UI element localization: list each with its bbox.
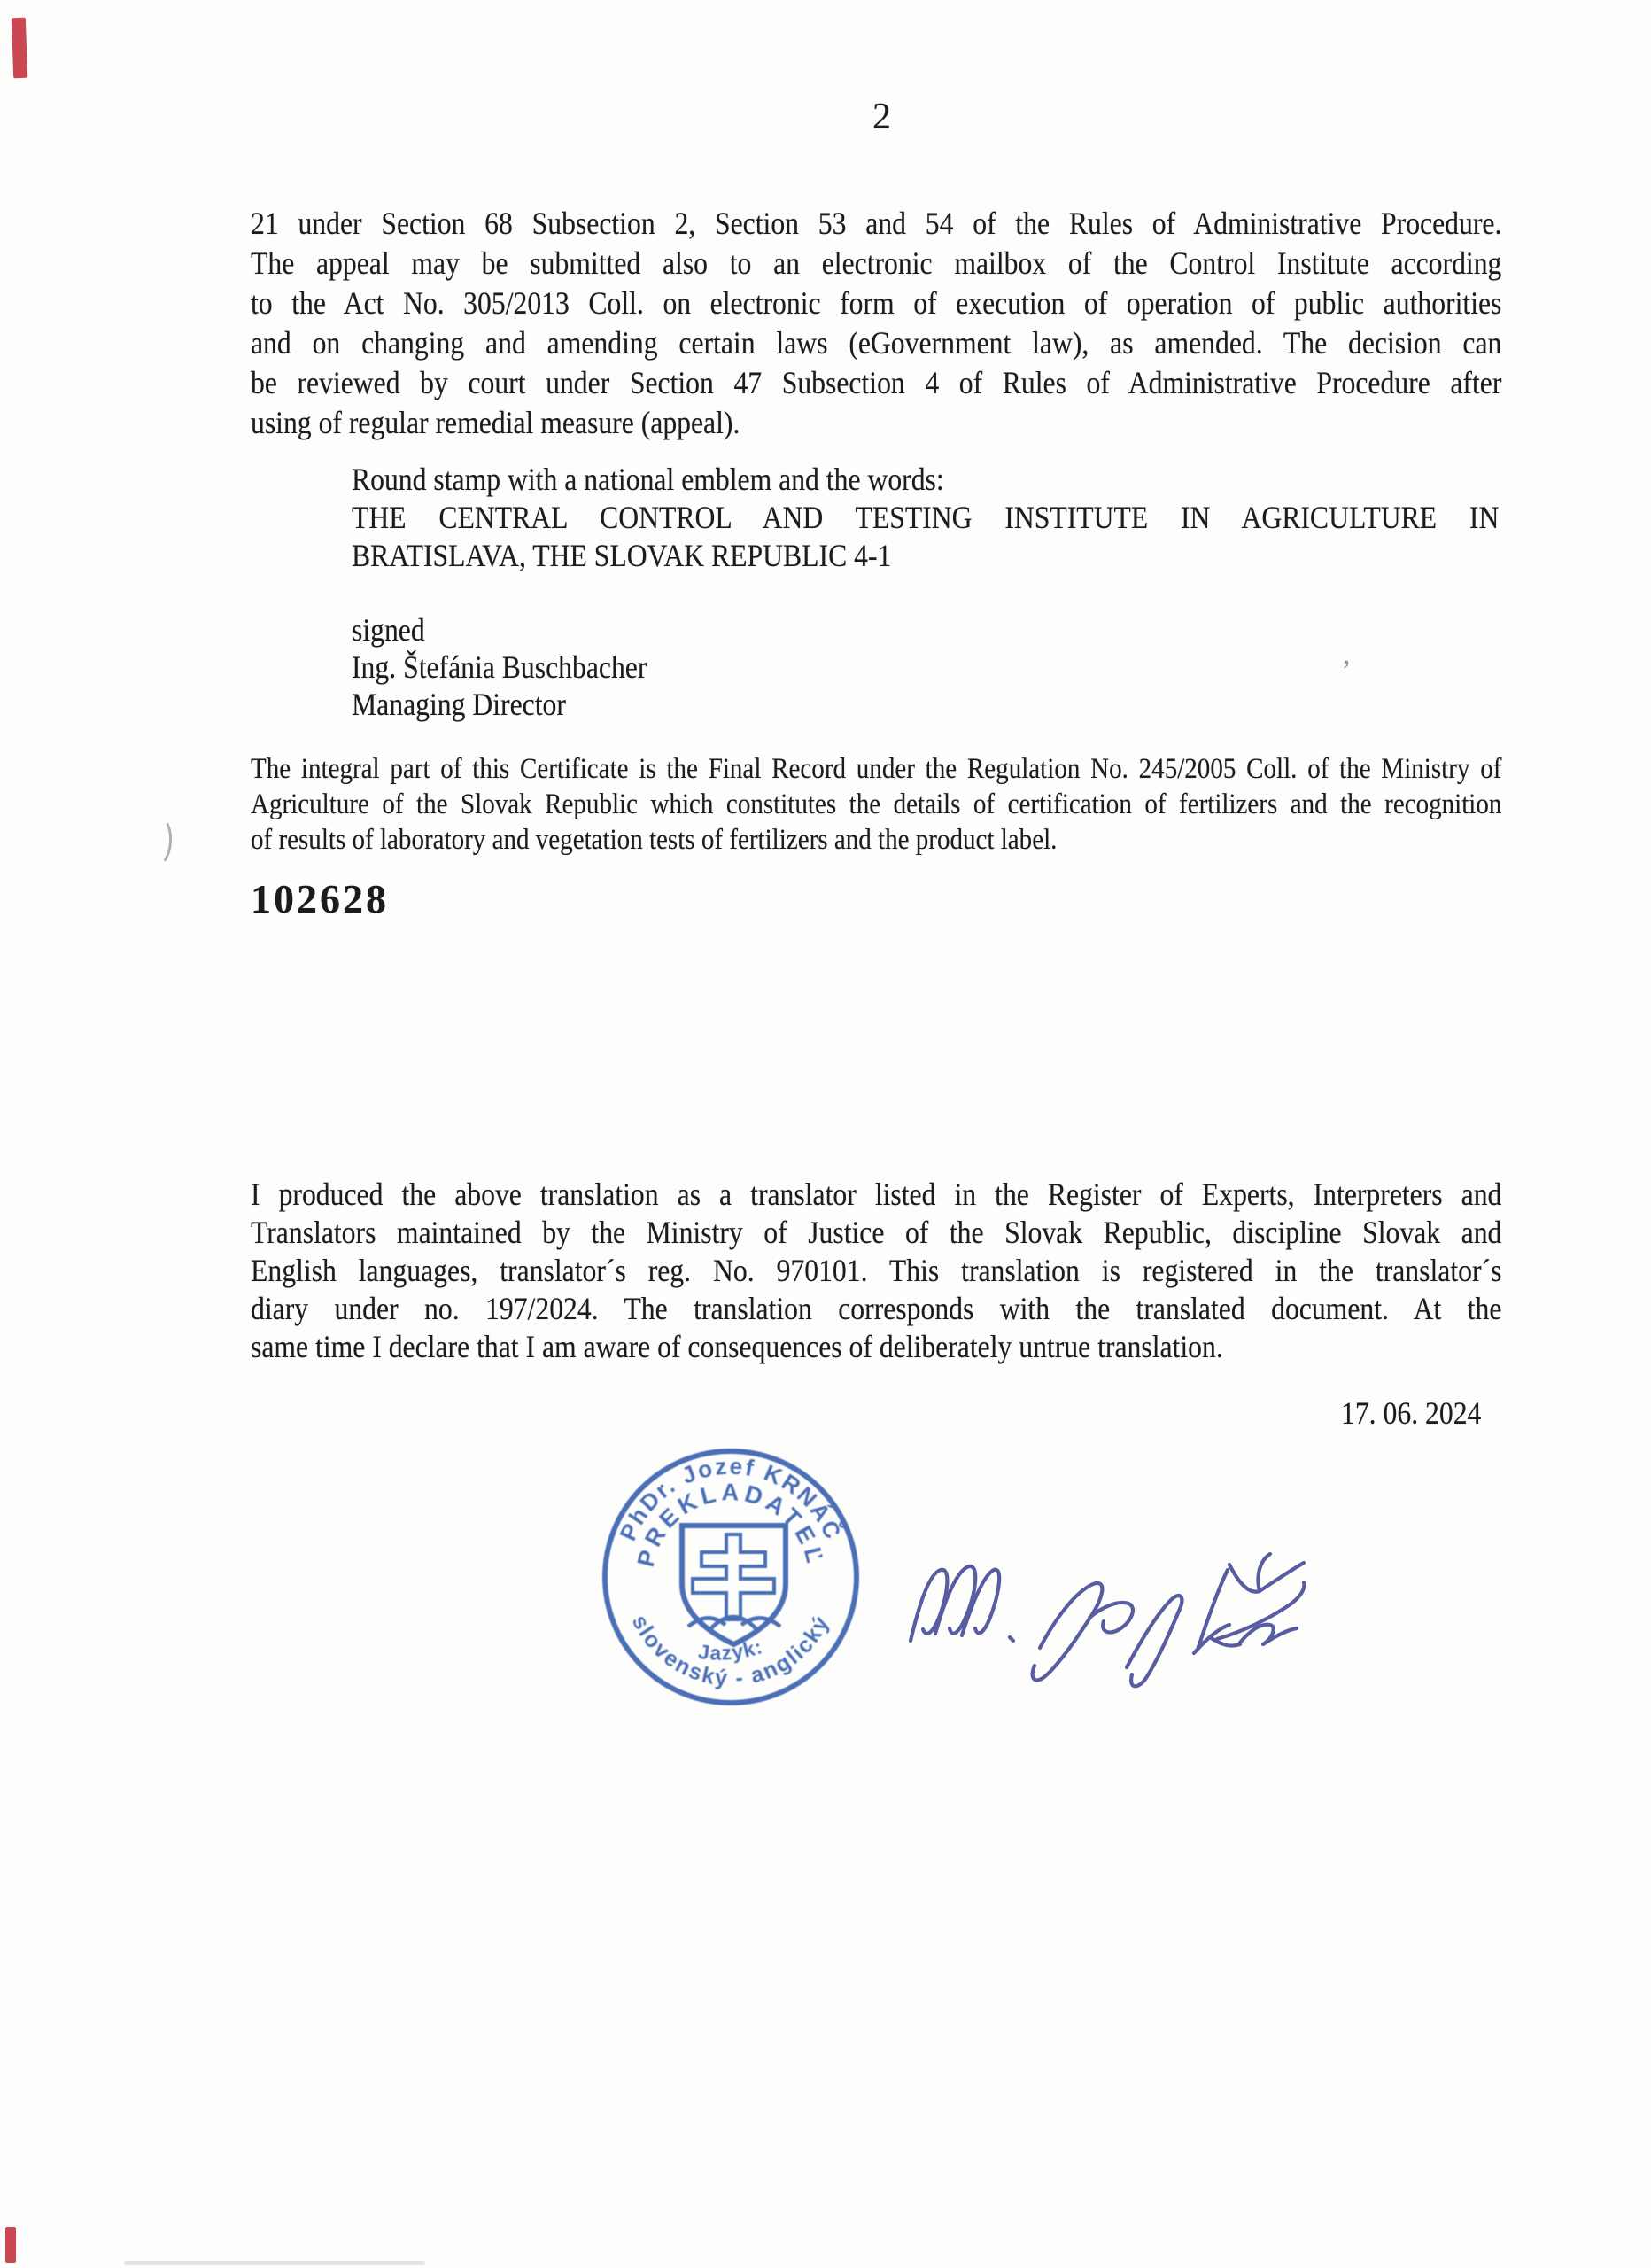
stamp-description-line: THE CENTRAL CONTROL AND TESTING INSTITUTE IN AGRICULTURE IN <box>352 500 1500 535</box>
handwritten-signature <box>905 1526 1313 1689</box>
declaration-line: same time I declare that I am aware of consequences of deliberately untrue translation. <box>251 1329 1223 1364</box>
signature-stroke <box>911 1566 1013 1641</box>
signed-label: signed <box>352 612 425 648</box>
emblem-shield <box>682 1526 786 1644</box>
declaration-paragraph <box>251 1176 1501 1366</box>
stamp-name-arc: PhDr. Jozef KRNÁČ <box>614 1452 848 1545</box>
note-line: Agriculture of the Slovak Republic which constitutes the details of certification of fertilizers and the recognition <box>251 788 1502 820</box>
note-line: of results of laboratory and vegetation tests of fertilizers and the product label. <box>251 824 1058 856</box>
declaration-line: diary under no. 197/2024. The translation corresponds with the translated document. At the <box>251 1291 1502 1326</box>
signature-stroke <box>1229 1554 1304 1592</box>
paragraph-line: and on changing and amending certain laws (eGovernment law), as amended. The decision can <box>251 325 1502 361</box>
appeal-paragraph <box>251 204 1501 443</box>
stamp-description-line: Round stamp with a national emblem and the words: <box>352 462 944 497</box>
paragraph-line: 21 under Section 68 Subsection 2, Section 53 and 54 of the Rules of Administrative Procedure. <box>251 206 1502 241</box>
declaration-line: Translators maintained by the Ministry of Justice of the Slovak Republic, discipline Slovak and <box>251 1215 1502 1250</box>
declaration-line: I produced the above translation as a translator listed in the Register of Experts, Interpreters and <box>251 1177 1502 1212</box>
stamp-description-line: BRATISLAVA, THE SLOVAK REPUBLIC 4-1 <box>352 538 892 573</box>
integral-note <box>251 751 1501 858</box>
certificate-number: 102628 <box>251 876 389 921</box>
paragraph-line: The appeal may be submitted also to an electronic mailbox of the Control Institute according <box>251 245 1502 281</box>
national-emblem-icon <box>682 1526 786 1644</box>
scan-artifact-paren-smudge <box>143 816 174 867</box>
declaration-line: English languages, translator´s reg. No. 970101. This translation is registered in the translator´s <box>251 1253 1502 1288</box>
paragraph-line: to the Act No. 305/2013 Coll. on electronic form of execution of operation of public authorities <box>251 285 1502 321</box>
scan-artifact-bottom-smear <box>124 2261 425 2265</box>
scan-artifact-stray-mark: , <box>1343 638 1351 671</box>
stamp-language-label: Jazyk: <box>696 1634 766 1665</box>
signer-name: Ing. Štefánia Buschbacher <box>352 649 647 685</box>
stamp-role-arc: PREKLADATEĽ <box>632 1479 830 1570</box>
emblem-double-cross <box>693 1534 774 1619</box>
note-line: The integral part of this Certificate is the Final Record under the Regulation No. 245/2005 Coll. of the Ministry of <box>251 753 1502 785</box>
stamp-description <box>352 461 1499 575</box>
signature-stroke <box>1033 1583 1182 1686</box>
signature-block <box>352 611 1131 723</box>
translation-date: 17. 06. 2024 <box>1341 1395 1482 1431</box>
paragraph-line: using of regular remedial measure (appeal). <box>251 405 740 440</box>
scan-artifact-red-mark-top-left <box>12 18 27 79</box>
paragraph-line: be reviewed by court under Section 47 Subsection 4 of Rules of Administrative Procedure after <box>251 365 1502 400</box>
signer-title: Managing Director <box>352 687 566 722</box>
svg-text:Jazyk: <box>697 1635 765 1665</box>
stamp-languages-arc: slovenský - anglický <box>626 1611 835 1691</box>
translator-round-stamp <box>598 1444 864 1710</box>
scan-artifact-red-mark-bottom-left <box>5 2227 16 2263</box>
page-number: 2 <box>872 97 891 137</box>
